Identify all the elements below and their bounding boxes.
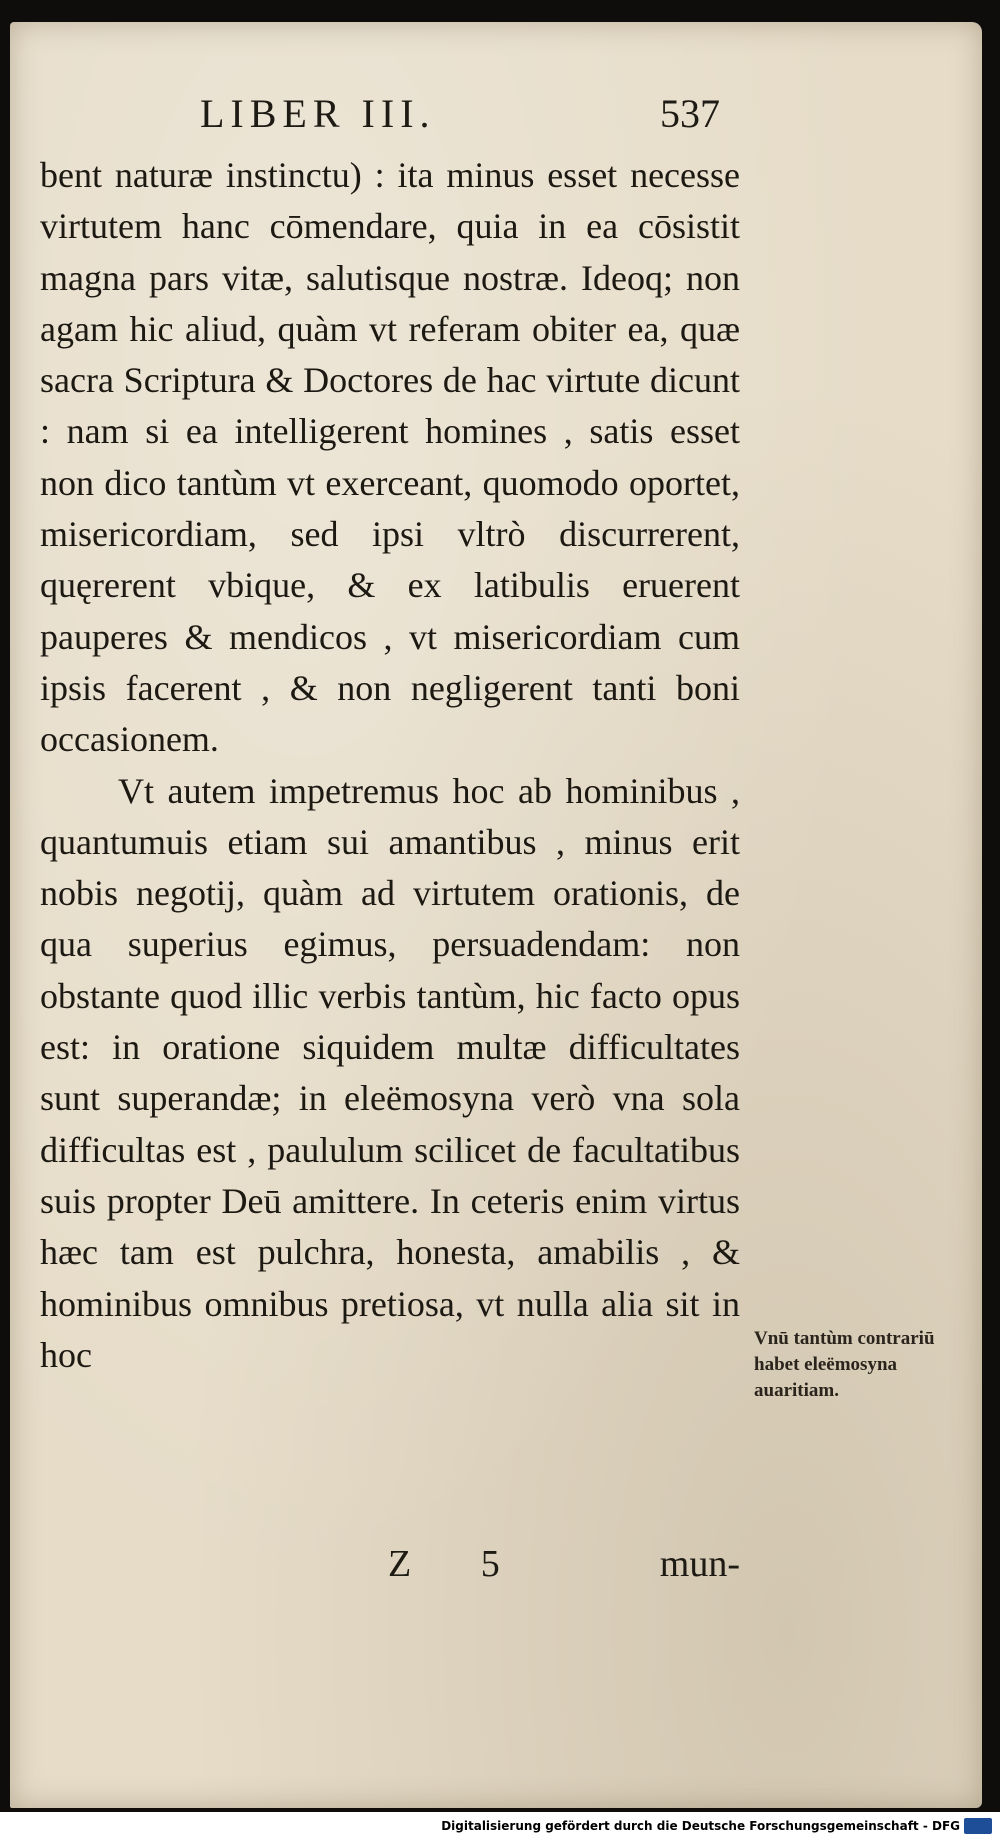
- paragraph-2: Vt autem impetremus hoc ab hominibus , quantumuis etiam sui amantibus , minus erit nobis negotij, quàm ad virtutem orationis, de qua superius egimus, persuadendam: non obstante quod illic verbis tantùm, hic facto opus est: in oratione siquidem multæ difficultates sunt superandæ; in eleëmosyna verò vna sola difficultas est , paululum scilicet de facultatibus suis propter Deū amittere. In ceteris enim virtus hæc tam est pulchra, honesta, amabilis , & hominibus omnibus pretiosa, vt nulla alia sit in hoc: [40, 770, 740, 1375]
- paragraph-1: bent naturæ instinctu) : ita minus esset necesse virtutem hanc cōmendare, quia in ea cōsistit magna pars vitæ, salutisque nostræ. Ideoq; non agam hic aliud, quàm vt referam obiter ea, quæ sacra Scriptura & Doctores de hac virtute dicunt : nam si ea intelligerent homines , satis esset non dico tantùm vt exerceant, quomodo oportet, misericordiam, sed ipsi vltrò discurrerent, quęrerent vbique, & ex latibulis eruerent pauperes & mendicos , vt misericordiam cum ipsis facerent , & non negligerent tanti boni occasionem.: [40, 155, 740, 760]
- catchword: mun-: [659, 1543, 740, 1585]
- signature-mark: Z 5: [388, 1543, 530, 1585]
- body-text: [40, 150, 740, 1381]
- page-footer: [360, 1542, 740, 1592]
- page-header: [200, 90, 720, 150]
- marginal-note: Vnū tantùm contrariū habet eleëmosyna auaritiam.: [754, 1328, 935, 1401]
- book-page: [10, 22, 982, 1808]
- digitization-credit: Digitalisierung gefördert durch die Deutsche Forschungsgemeinschaft - DFG: [441, 1819, 960, 1833]
- page-number: 537: [660, 91, 720, 136]
- dfg-logo-icon: [964, 1818, 992, 1834]
- digitization-credit-strip: [0, 1812, 1000, 1844]
- running-title: LIBER III.: [200, 91, 436, 136]
